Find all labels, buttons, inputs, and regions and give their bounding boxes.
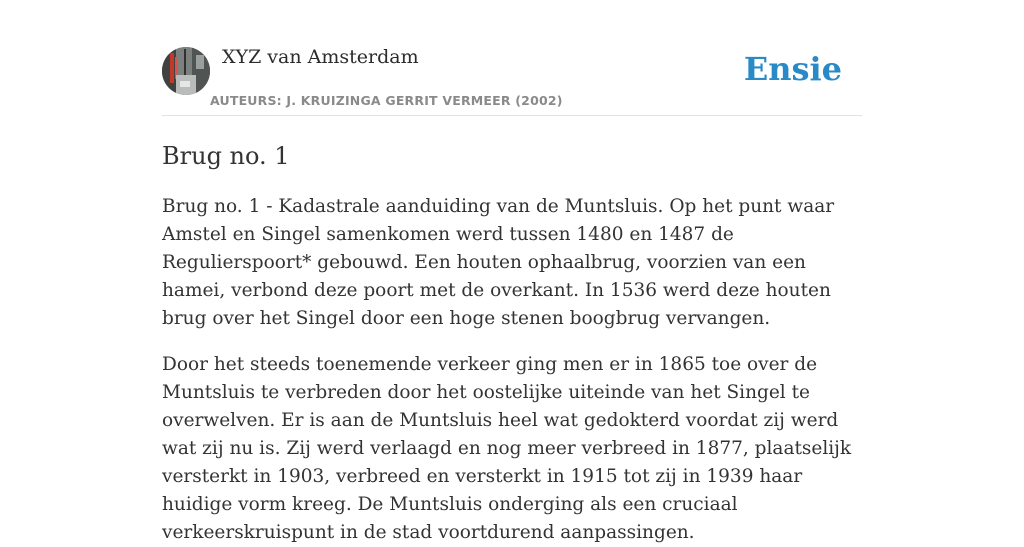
entry-title: Brug no. 1: [162, 142, 290, 170]
ensie-logo[interactable]: Ensie: [743, 50, 842, 88]
street-photo-icon: [162, 47, 210, 95]
page-container: [162, 0, 862, 547]
entry-header: [162, 0, 862, 116]
authors-line: AUTEURS: J. KRUIZINGA GERRIT VERMEER (2002): [210, 93, 563, 108]
dictionary-title[interactable]: XYZ van Amsterdam: [222, 46, 419, 68]
dictionary-cover-image[interactable]: [162, 47, 210, 95]
entry-paragraph: Brug no. 1 - Kadastrale aanduiding van de Muntsluis. Op het punt waar Amstel en Singel samenkomen werd tussen 1480 en 1487 de Regulierspoort* gebouwd. Een houten ophaalbrug, voorzien van een hamei, verbond deze poort met de overkant. In 1536 werd deze houten brug over het Singel door een hoge stenen boogbrug vervangen.: [162, 196, 835, 329]
entry-paragraph: Door het steeds toenemende verkeer ging men er in 1865 toe over de Muntsluis te verbreden door het oostelijke uiteinde van het Singel te overwelven. Er is aan de Muntsluis heel wat gedokterd voordat zij werd wat zij nu is. Zij werd verlaagd en nog meer verbreed in 1877, plaatselijk versterkt in 1903, verbreed en versterkt in 1915 tot zij in 1939 haar huidige vorm kreeg. De Muntsluis onderging als een cruciaal verkeerskruispunt in de stad voortdurend aanpassingen.: [162, 354, 852, 543]
